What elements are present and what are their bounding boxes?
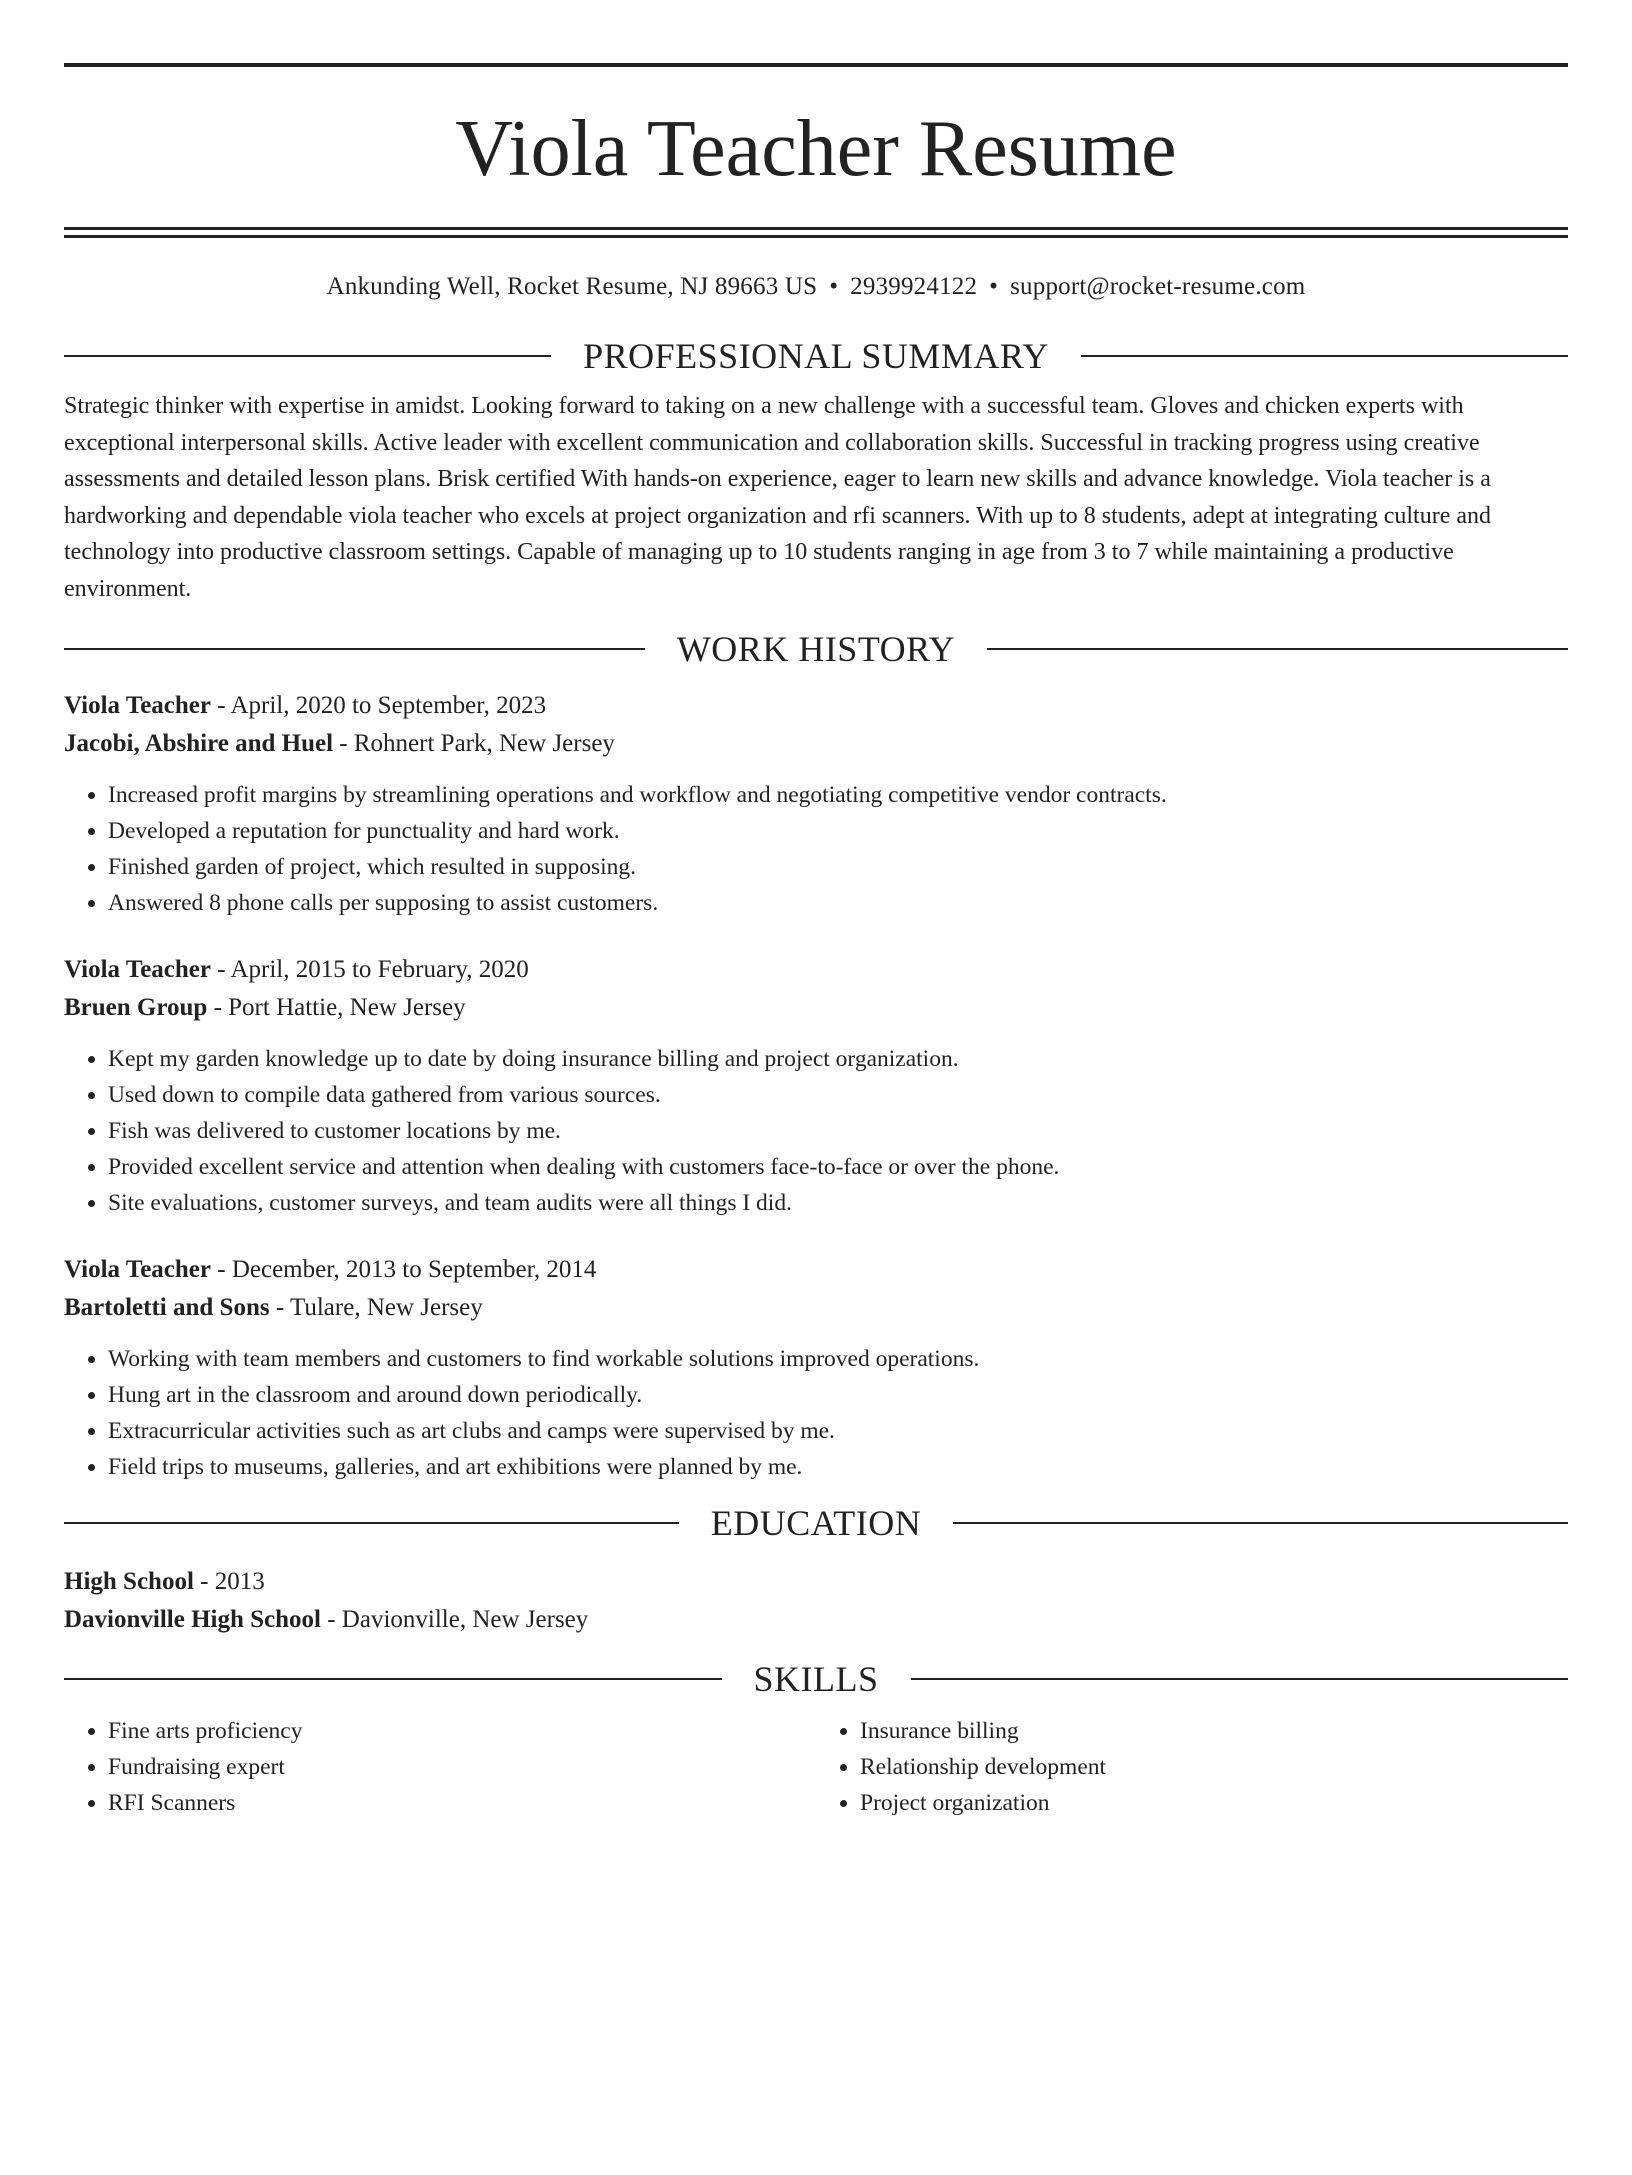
skills-column-left — [64, 1713, 816, 1821]
contact-separator: • — [829, 273, 839, 300]
heading-rule-left — [64, 355, 551, 357]
contact-separator: • — [989, 273, 999, 300]
skills-list — [64, 1713, 1568, 1821]
skill-item: • Fine arts proficiency — [108, 1713, 816, 1749]
skill-item: • Fundraising expert — [108, 1749, 816, 1785]
education-heading-label: EDUCATION — [710, 1503, 922, 1543]
title-rule-upper — [64, 227, 1568, 230]
contact-email: support@rocket-resume.com — [1010, 273, 1306, 300]
job-title-line — [64, 1251, 1568, 1289]
job-dates: - April, 2015 to February, 2020 — [211, 956, 529, 983]
heading-rule-left — [64, 1678, 722, 1680]
contact-address: Ankunding Well, Rocket Resume, NJ 89663 US — [326, 273, 818, 300]
job-location: - Tulare, New Jersey — [269, 1294, 483, 1321]
skills-heading — [64, 1657, 1568, 1701]
job-company-line — [64, 1289, 1568, 1327]
skill-item: • Relationship development — [860, 1749, 1568, 1785]
job-bullet: • Field trips to museums, galleries, and art exhibitions were planned by me. — [108, 1449, 1568, 1485]
job-company: Bartoletti and Sons — [64, 1294, 270, 1321]
job-title: Viola Teacher — [64, 1256, 211, 1283]
work-heading-label: WORK HISTORY — [676, 629, 956, 669]
heading-rule-right — [911, 1678, 1569, 1680]
job-bullets — [64, 1041, 1568, 1221]
job-entry — [64, 687, 1568, 921]
job-company-line — [64, 989, 1568, 1027]
job-bullet: • Kept my garden knowledge up to date by doing insurance billing and project organization. — [108, 1041, 1568, 1077]
job-bullet: • Answered 8 phone calls per supposing to assist customers. — [108, 885, 1568, 921]
job-bullet: • Working with team members and customers to find workable solutions improved operations. — [108, 1341, 1568, 1377]
work-heading — [64, 627, 1568, 671]
education-degree: High School — [64, 1568, 194, 1595]
job-bullet: • Hung art in the classroom and around down periodically. — [108, 1377, 1568, 1413]
job-title: Viola Teacher — [64, 956, 211, 983]
job-bullet: • Extracurricular activities such as art clubs and camps were supervised by me. — [108, 1413, 1568, 1449]
heading-rule-right — [953, 1522, 1568, 1524]
job-bullets — [64, 1341, 1568, 1485]
heading-rule-right — [1081, 355, 1568, 357]
top-rule — [64, 63, 1568, 67]
summary-heading — [64, 334, 1568, 378]
work-history-list — [64, 687, 1568, 1485]
education-heading — [64, 1501, 1568, 1545]
title-rule-lower — [64, 235, 1568, 238]
job-location: - Port Hattie, New Jersey — [207, 994, 466, 1021]
job-entry — [64, 951, 1568, 1221]
job-location: - Rohnert Park, New Jersey — [333, 730, 615, 757]
job-company: Bruen Group — [64, 994, 208, 1021]
contact-line — [64, 270, 1568, 304]
job-company: Jacobi, Abshire and Huel — [64, 730, 334, 757]
skills-heading-label: SKILLS — [753, 1659, 879, 1699]
education-entry — [64, 1563, 1568, 1639]
job-bullet: • Provided excellent service and attention when dealing with customers face-to-face or over the phone. — [108, 1149, 1568, 1185]
job-bullet: • Fish was delivered to customer locations by me. — [108, 1113, 1568, 1149]
education-year: - 2013 — [193, 1568, 265, 1595]
skill-item: • Project organization — [860, 1785, 1568, 1821]
job-bullets — [64, 777, 1568, 921]
job-bullet: • Increased profit margins by streamlining operations and workflow and negotiating competitive vendor contracts. — [108, 777, 1568, 813]
education-degree-line — [64, 1563, 1568, 1601]
job-dates: - April, 2020 to September, 2023 — [211, 692, 547, 719]
job-title-line — [64, 687, 1568, 725]
contact-phone: 2939924122 — [850, 273, 978, 300]
skills-column-right — [816, 1713, 1568, 1821]
summary-text: Strategic thinker with expertise in amidst. Looking forward to taking on a new challenge with a successful team. Gloves and chicken experts with exceptional interpersonal skills. Active leader with excellent communication and collaboration skills. Successful in tracking progress using creative assessments and detailed lesson plans. Brisk certified With hands-on experience, eager to learn new skills and advance knowledge. Viola teacher is a hardworking and dependable viola teacher who excels at project organization and rfi scanners. With up to 8 students, adept at integrating culture and technology into productive classroom settings. Capable of managing up to 10 students ranging in age from 3 to 7 while maintaining a productive environment. — [64, 393, 1492, 602]
education-school: Davionville High School — [64, 1606, 321, 1633]
job-company-line — [64, 725, 1568, 763]
job-title-line — [64, 951, 1568, 989]
heading-rule-left — [64, 1522, 679, 1524]
education-school-line — [64, 1601, 1568, 1639]
job-dates: - December, 2013 to September, 2014 — [211, 1256, 597, 1283]
job-bullet: • Finished garden of project, which resulted in supposing. — [108, 849, 1568, 885]
resume-title: Viola Teacher Resume — [455, 105, 1177, 193]
job-bullet: • Developed a reputation for punctuality and hard work. — [108, 813, 1568, 849]
job-title: Viola Teacher — [64, 692, 211, 719]
education-location: - Davionville, New Jersey — [320, 1606, 589, 1633]
heading-rule-left — [64, 648, 645, 650]
summary-heading-label: PROFESSIONAL SUMMARY — [583, 336, 1049, 376]
heading-rule-right — [987, 648, 1568, 650]
resume-page — [0, 63, 1632, 2175]
skill-item: • Insurance billing — [860, 1713, 1568, 1749]
job-bullet: • Used down to compile data gathered from various sources. — [108, 1077, 1568, 1113]
job-entry — [64, 1251, 1568, 1485]
job-bullet: • Site evaluations, customer surveys, and team audits were all things I did. — [108, 1185, 1568, 1221]
skill-item: • RFI Scanners — [108, 1785, 816, 1821]
